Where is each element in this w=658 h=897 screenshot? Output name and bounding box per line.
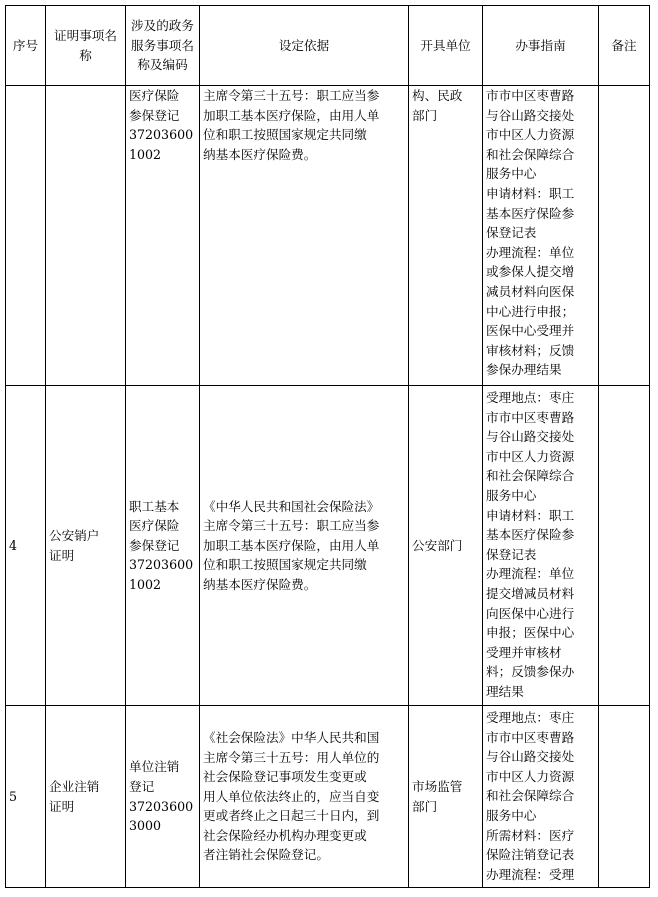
row-seq	[6, 86, 46, 386]
row-seq: 4	[6, 386, 46, 706]
row-seq: 5	[6, 706, 46, 888]
row-service: 单位注销 登记 37203600 3000	[126, 706, 200, 888]
header-guide: 办事指南	[483, 6, 599, 86]
row-issuer: 构、民政 部门	[409, 86, 483, 386]
row-issuer: 公安部门	[409, 386, 483, 706]
row-guide: 市市中区枣曹路 与谷山路交接处 市中区人力资源 和社会保障综合 服务中心 申请材料：职工 基本医疗保险参 保登记表 办理流程：单位 或参保人提交增 减员材料向医保 中心进行申报； 医保中心受理并 审核材料；反馈 参保办理结果	[483, 86, 599, 386]
row-note	[599, 386, 650, 706]
row-basis: 《中华人民共和国社会保险法》 主席令第三十五号：职工应当参 加职工基本医疗保险，由用人单 位和职工按照国家规定共同缴 纳基本医疗保险费。	[200, 386, 409, 706]
row-item	[46, 86, 126, 386]
header-seq: 序号	[6, 6, 46, 86]
row-guide: 受理地点：枣庄 市市中区枣曹路 与谷山路交接处 市中区人力资源 和社会保障综合 服务中心 申请材料：职工 基本医疗保险参 保登记表 办理流程：单位 提交增减员材料 向医保中心进行 申报；医保中心 受理并审核材 料；反馈参保办 理结果	[483, 386, 599, 706]
row-basis: 主席令第三十五号：职工应当参 加职工基本医疗保险，由用人单 位和职工按照国家规定共同缴 纳基本医疗保险费。	[200, 86, 409, 386]
header-service: 涉及的政务服务事项名称及编码	[126, 6, 200, 86]
row-note	[599, 706, 650, 888]
table-row	[6, 86, 650, 386]
row-note	[599, 86, 650, 386]
header-row	[6, 6, 650, 86]
certificate-table	[5, 5, 650, 888]
row-service: 职工基本 医疗保险 参保登记 37203600 1002	[126, 386, 200, 706]
table-row	[6, 706, 650, 888]
row-guide: 受理地点：枣庄 市市中区枣曹路 与谷山路交接处 市中区人力资源 和社会保障综合 服务中心 所需材料：医疗 保险注销登记表 办理流程：受理	[483, 706, 599, 888]
row-item: 公安销户 证明	[46, 386, 126, 706]
header-item: 证明事项名称	[46, 6, 126, 86]
header-basis: 设定依据	[200, 6, 409, 86]
row-item: 企业注销 证明	[46, 706, 126, 888]
header-note: 备注	[599, 6, 650, 86]
row-service: 医疗保险 参保登记 37203600 1002	[126, 86, 200, 386]
table-row	[6, 386, 650, 706]
row-issuer: 市场监管 部门	[409, 706, 483, 888]
header-issuer: 开具单位	[409, 6, 483, 86]
row-basis: 《社会保险法》中华人民共和国 主席令第三十五号：用人单位的 社会保险登记事项发生变更或 用人单位依法终止的，应当自变 更或者终止之日起三十日内，到 社会保险经办机构办理变更或 者注销社会保险登记。	[200, 706, 409, 888]
